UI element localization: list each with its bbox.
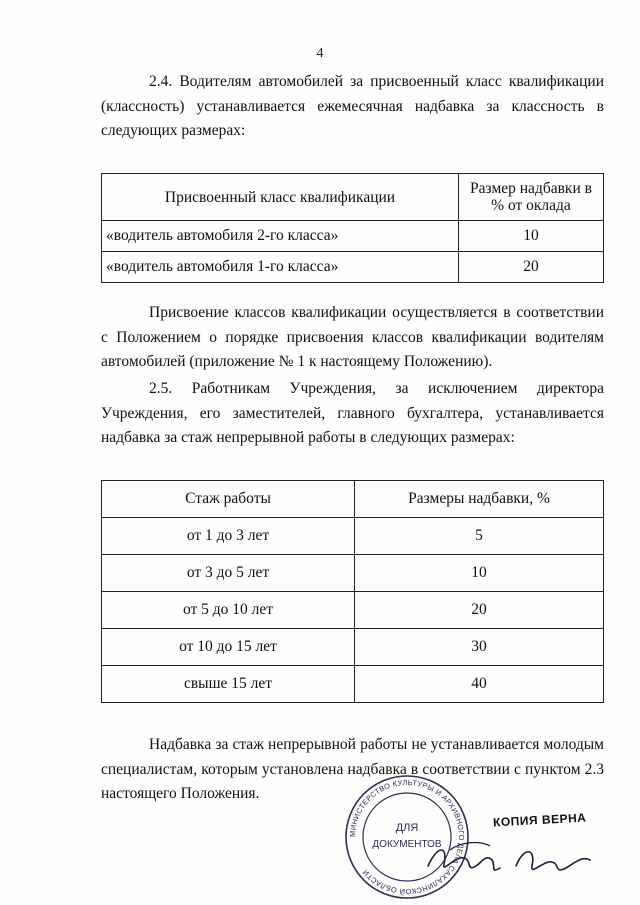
bonus-cell: 30 [355,629,604,666]
bonus-cell: 10 [355,555,604,592]
section-2-4-paragraph: 2.4. Водителям автомобилей за присвоенный класс квалификации (классность) устанавливается ежемесячная надбавка за классность в следующих размерах: [101,73,604,139]
class-name-cell: «водитель автомобиля 1-го класса» [102,252,459,283]
header-seniority: Стаж работы [102,481,355,518]
bonus-value-cell: 10 [459,221,604,252]
assignment-paragraph: Присвоение классов квалификации осуществляется в соответствии с Положением о порядке присвоения классов квалификации водителям автомобилей (приложение № 1 к настоящему Положению). [101,304,604,370]
table-row [102,666,604,703]
header-bonus-sizes: Размеры надбавки, % [355,481,604,518]
seniority-cell: от 3 до 5 лет [102,555,355,592]
table-row [102,252,604,283]
bonus-cell: 5 [355,518,604,555]
seniority-cell: от 10 до 15 лет [102,629,355,666]
bonus-cell: 20 [355,592,604,629]
table-row [102,629,604,666]
header-class: Присвоенный класс квалификации [102,174,459,221]
stamp-center-line1: ДЛЯ [395,822,419,834]
table-row [102,518,604,555]
qualification-class-table [101,173,604,283]
table-row [102,555,604,592]
young-specialists-paragraph: Надбавка за стаж непрерывной работы не устанавливается молодым специалистам, которым установлена надбавка в соответствии с пунктом 2.3 настоящего Положения. [101,736,604,802]
section-2-5-paragraph: 2.5. Работникам Учреждения, за исключением директора Учреждения, его заместителей, главного бухгалтера, устанавливается надбавка за стаж непрерывной работы в следующих размерах: [101,380,604,446]
table-row [102,592,604,629]
seniority-cell: свыше 15 лет [102,666,355,703]
table-header-row [102,174,604,221]
bonus-cell: 40 [355,666,604,703]
table-row [102,221,604,252]
seniority-bonus-table [101,480,604,703]
seniority-cell: от 5 до 10 лет [102,592,355,629]
bonus-value-cell: 20 [459,252,604,283]
page-number: 4 [316,46,324,61]
class-name-cell: «водитель автомобиля 2-го класса» [102,221,459,252]
signature-icon [420,836,600,882]
stamp-center-line2: ДОКУМЕНТОВ [372,839,442,850]
table-header-row [102,481,604,518]
seniority-cell: от 1 до 3 лет [102,518,355,555]
header-bonus-percent: Размер надбавки в % от оклада [459,174,604,221]
stamp-ring-text: МИНИСТЕРСТВО КУЛЬТУРЫ И АРХИВНОГО ДЕЛА САХАЛИНСКОЙ ОБЛАСТИ [347,777,467,897]
copy-certified-mark: КОПИЯ ВЕРНА [492,810,587,830]
